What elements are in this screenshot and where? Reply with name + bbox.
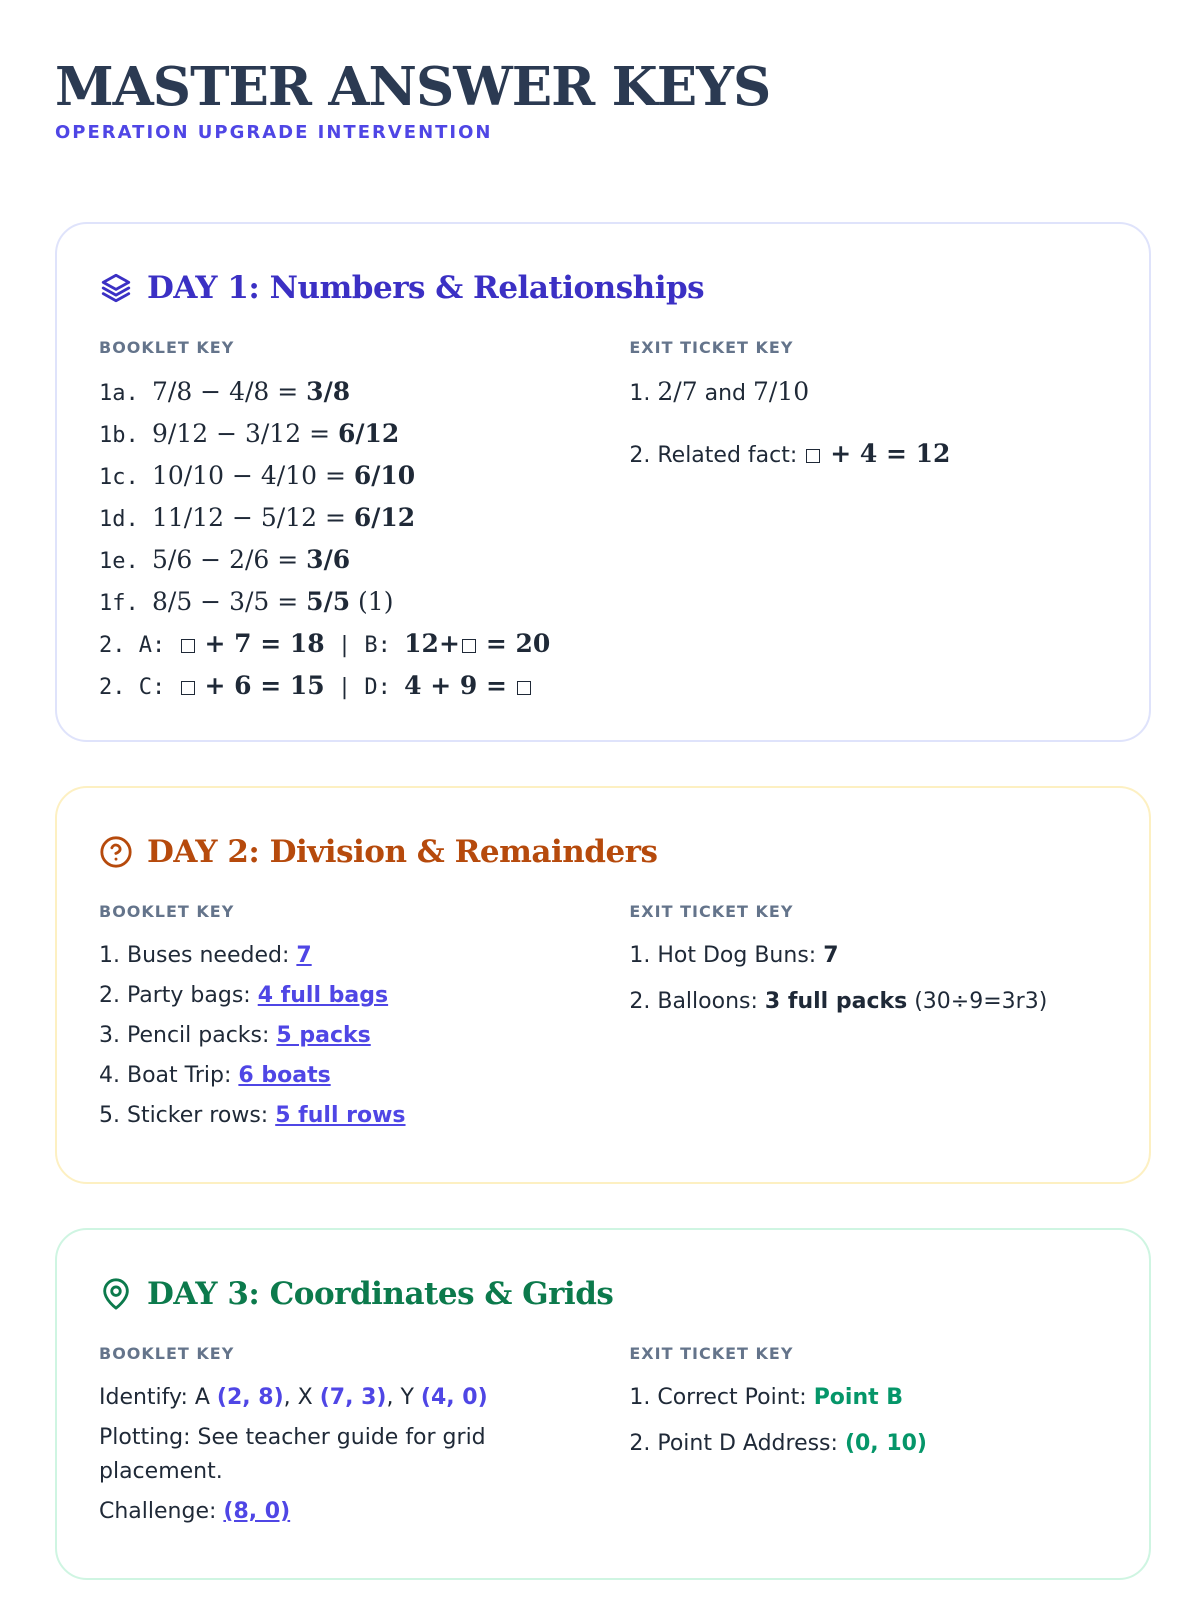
list-item: 1. Hot Dog Buns: 7 xyxy=(629,943,839,968)
list-item: Plotting: See teacher guide for grid placement. xyxy=(99,1425,486,1484)
answer-link[interactable]: 5 packs xyxy=(276,1023,371,1048)
list-item: 1c. 10/10 − 4/10 = 6/10 xyxy=(99,461,416,490)
list-item: 3. Pencil packs: 5 packs xyxy=(99,1023,371,1048)
blank-box xyxy=(181,681,195,695)
day2-booklet-key xyxy=(99,902,629,1136)
day1-booklet-key xyxy=(99,338,629,708)
page xyxy=(0,0,1200,144)
list-item: 1. 2/7 and 7/10 xyxy=(629,377,810,406)
list-item: 4. Boat Trip: 6 boats xyxy=(99,1063,331,1088)
day2-title: DAY 2: Division & Remainders xyxy=(147,834,658,870)
exit-ticket-key-label: EXIT TICKET KEY xyxy=(629,902,794,921)
day2-header xyxy=(99,832,1107,872)
booklet-key-label: BOOKLET KEY xyxy=(99,902,235,921)
help-circle-icon xyxy=(99,835,133,869)
map-pin-icon xyxy=(99,1277,133,1311)
booklet-key-label: BOOKLET KEY xyxy=(99,338,235,357)
answer-link[interactable]: 7 xyxy=(296,943,312,968)
list-item: 1. Buses needed: 7 xyxy=(99,943,312,968)
day3-title: DAY 3: Coordinates & Grids xyxy=(147,1276,614,1312)
list-item: 2. Point D Address: (0, 10) xyxy=(629,1431,927,1456)
exit-ticket-key-label: EXIT TICKET KEY xyxy=(629,338,794,357)
booklet-key-label: BOOKLET KEY xyxy=(99,1344,235,1363)
day3-header xyxy=(99,1274,1107,1314)
day1-header xyxy=(99,268,1107,308)
list-item: 2. A: + 7 = 18 | B: 12+ = 20 xyxy=(99,629,551,658)
list-item: 1. Correct Point: Point B xyxy=(629,1385,904,1410)
day3-exit-ticket-key xyxy=(629,1344,1107,1532)
list-item: Identify: A (2, 8), X (7, 3), Y (4, 0) xyxy=(99,1385,488,1410)
day1-exit-ticket-key xyxy=(629,338,1107,708)
list-item: 2. C: + 6 = 15 | D: 4 + 9 = xyxy=(99,666,629,708)
answer-link[interactable]: 5 full rows xyxy=(275,1103,406,1128)
list-item: 1d. 11/12 − 5/12 = 6/12 xyxy=(99,503,416,532)
answer-link[interactable]: 6 boats xyxy=(238,1063,331,1088)
day1-card xyxy=(55,222,1151,742)
exit-ticket-key-label: EXIT TICKET KEY xyxy=(629,1344,794,1363)
list-item: 2. Party bags: 4 full bags xyxy=(99,983,389,1008)
blank-box xyxy=(462,639,476,653)
day3-booklet-key xyxy=(99,1344,629,1532)
day2-exit-ticket-key xyxy=(629,902,1107,1136)
list-item: 1b. 9/12 − 3/12 = 6/12 xyxy=(99,419,400,448)
list-item: 1e. 5/6 − 2/6 = 3/6 xyxy=(99,545,351,574)
list-item: 1f. 8/5 − 3/5 = 5/5 (1) xyxy=(99,587,394,616)
answer-link[interactable]: (8, 0) xyxy=(223,1499,291,1524)
day2-card xyxy=(55,786,1151,1184)
day1-title: DAY 1: Numbers & Relationships xyxy=(147,270,705,306)
list-item: Challenge: (8, 0) xyxy=(99,1499,291,1524)
list-item: 5. Sticker rows: 5 full rows xyxy=(99,1103,406,1128)
page-subtitle: OPERATION UPGRADE INTERVENTION xyxy=(55,122,493,143)
blank-box xyxy=(517,681,531,695)
list-item: 2. Related fact: + 4 = 12 xyxy=(629,439,951,468)
layers-icon xyxy=(99,271,133,305)
blank-box xyxy=(806,449,820,463)
answer-link[interactable]: 4 full bags xyxy=(257,983,389,1008)
list-item: 1a. 7/8 − 4/8 = 3/8 xyxy=(99,377,351,406)
page-title: MASTER ANSWER KEYS xyxy=(55,56,771,118)
blank-box xyxy=(181,639,195,653)
day3-card xyxy=(55,1228,1151,1580)
list-item: 2. Balloons: 3 full packs (30÷9=3r3) xyxy=(629,989,1048,1014)
